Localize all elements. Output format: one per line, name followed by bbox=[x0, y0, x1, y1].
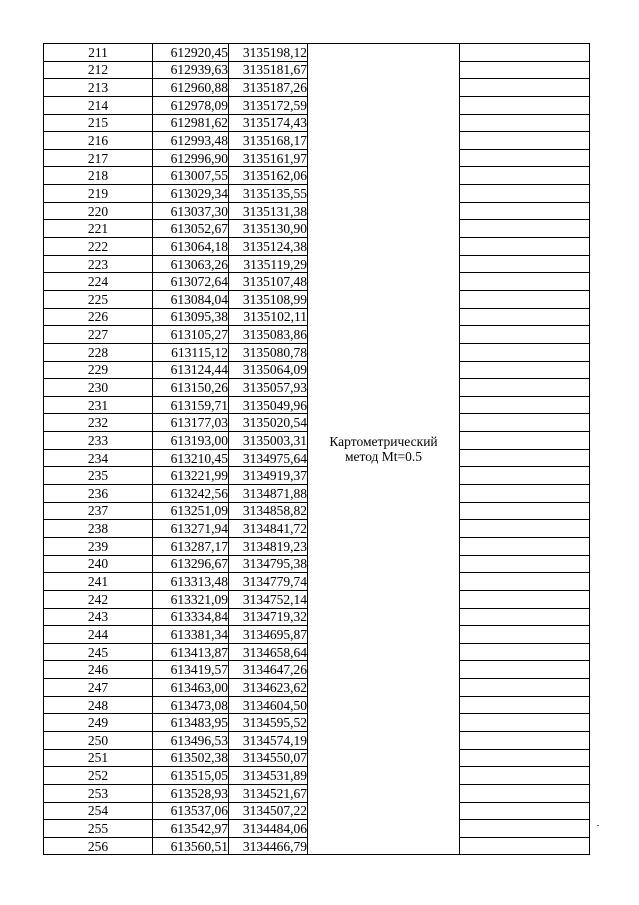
coordinate-y: 3135162,06 bbox=[229, 167, 308, 185]
point-number: 218 bbox=[44, 167, 153, 185]
coordinate-x: 613105,27 bbox=[153, 326, 229, 344]
coordinate-y: 3135080,78 bbox=[229, 343, 308, 361]
point-number: 229 bbox=[44, 361, 153, 379]
coordinate-x: 613528,93 bbox=[153, 784, 229, 802]
point-number: 237 bbox=[44, 502, 153, 520]
point-number: 225 bbox=[44, 290, 153, 308]
empty-cell bbox=[460, 608, 590, 626]
coordinate-x: 612996,90 bbox=[153, 149, 229, 167]
empty-cell bbox=[460, 220, 590, 238]
coordinate-y: 3134658,64 bbox=[229, 643, 308, 661]
coordinate-x: 613221,99 bbox=[153, 467, 229, 485]
coordinate-y: 3134819,23 bbox=[229, 537, 308, 555]
coordinate-x: 613159,71 bbox=[153, 396, 229, 414]
coordinate-y: 3134841,72 bbox=[229, 520, 308, 538]
empty-cell bbox=[460, 661, 590, 679]
empty-cell bbox=[460, 555, 590, 573]
coordinate-y: 3134871,88 bbox=[229, 485, 308, 503]
coordinate-x: 613271,94 bbox=[153, 520, 229, 538]
coordinate-y: 3134550,07 bbox=[229, 749, 308, 767]
empty-cell bbox=[460, 61, 590, 79]
coordinate-x: 613287,17 bbox=[153, 537, 229, 555]
point-number: 255 bbox=[44, 820, 153, 838]
empty-cell bbox=[460, 696, 590, 714]
coordinate-y: 3134779,74 bbox=[229, 573, 308, 591]
point-number: 236 bbox=[44, 485, 153, 503]
empty-cell bbox=[460, 714, 590, 732]
empty-cell bbox=[460, 167, 590, 185]
coordinate-y: 3134752,14 bbox=[229, 590, 308, 608]
empty-cell bbox=[460, 44, 590, 62]
empty-cell bbox=[460, 485, 590, 503]
empty-cell bbox=[460, 396, 590, 414]
point-number: 243 bbox=[44, 608, 153, 626]
empty-cell bbox=[460, 502, 590, 520]
coordinate-x: 613296,67 bbox=[153, 555, 229, 573]
point-number: 222 bbox=[44, 238, 153, 256]
empty-cell bbox=[460, 79, 590, 97]
coordinate-x: 613419,57 bbox=[153, 661, 229, 679]
point-number: 239 bbox=[44, 537, 153, 555]
point-number: 253 bbox=[44, 784, 153, 802]
empty-cell bbox=[460, 114, 590, 132]
point-number: 230 bbox=[44, 379, 153, 397]
coordinate-y: 3134521,67 bbox=[229, 784, 308, 802]
empty-cell bbox=[460, 467, 590, 485]
coordinate-x: 613334,84 bbox=[153, 608, 229, 626]
coordinate-x: 613473,08 bbox=[153, 696, 229, 714]
coordinates-table bbox=[43, 43, 590, 855]
empty-cell bbox=[460, 626, 590, 644]
point-number: 226 bbox=[44, 308, 153, 326]
coordinate-y: 3134466,79 bbox=[229, 837, 308, 855]
coordinate-y: 3134695,87 bbox=[229, 626, 308, 644]
coordinate-x: 613084,04 bbox=[153, 290, 229, 308]
coordinate-y: 3135107,48 bbox=[229, 273, 308, 291]
empty-cell bbox=[460, 379, 590, 397]
coordinate-y: 3135174,43 bbox=[229, 114, 308, 132]
point-number: 216 bbox=[44, 132, 153, 150]
coordinate-y: 3134858,82 bbox=[229, 502, 308, 520]
empty-cell bbox=[460, 432, 590, 450]
empty-cell bbox=[460, 749, 590, 767]
coordinate-y: 3135003,31 bbox=[229, 432, 308, 450]
point-number: 228 bbox=[44, 343, 153, 361]
coordinate-y: 3135168,17 bbox=[229, 132, 308, 150]
coordinate-y: 3135064,09 bbox=[229, 361, 308, 379]
point-number: 223 bbox=[44, 255, 153, 273]
coordinate-y: 3134919,37 bbox=[229, 467, 308, 485]
coordinate-y: 3135181,67 bbox=[229, 61, 308, 79]
empty-cell bbox=[460, 784, 590, 802]
method-cell bbox=[308, 44, 460, 855]
point-number: 234 bbox=[44, 449, 153, 467]
point-number: 232 bbox=[44, 414, 153, 432]
coordinate-y: 3134507,22 bbox=[229, 802, 308, 820]
coordinate-x: 613150,26 bbox=[153, 379, 229, 397]
point-number: 248 bbox=[44, 696, 153, 714]
point-number: 211 bbox=[44, 44, 153, 62]
empty-cell bbox=[460, 679, 590, 697]
point-number: 254 bbox=[44, 802, 153, 820]
point-number: 256 bbox=[44, 837, 153, 855]
coordinate-x: 613502,38 bbox=[153, 749, 229, 767]
empty-cell bbox=[460, 96, 590, 114]
empty-cell bbox=[460, 290, 590, 308]
coordinate-x: 612960,88 bbox=[153, 79, 229, 97]
coordinate-y: 3135124,38 bbox=[229, 238, 308, 256]
point-number: 235 bbox=[44, 467, 153, 485]
coordinate-x: 613242,56 bbox=[153, 485, 229, 503]
empty-cell bbox=[460, 449, 590, 467]
empty-cell bbox=[460, 573, 590, 591]
point-number: 245 bbox=[44, 643, 153, 661]
point-number: 251 bbox=[44, 749, 153, 767]
coordinate-y: 3134574,19 bbox=[229, 731, 308, 749]
point-number: 249 bbox=[44, 714, 153, 732]
coordinate-x: 613072,64 bbox=[153, 273, 229, 291]
coordinate-x: 613560,51 bbox=[153, 837, 229, 855]
scan-speck bbox=[597, 825, 599, 826]
coordinate-x: 612993,48 bbox=[153, 132, 229, 150]
point-number: 250 bbox=[44, 731, 153, 749]
empty-cell bbox=[460, 414, 590, 432]
coordinate-y: 3135187,26 bbox=[229, 79, 308, 97]
empty-cell bbox=[460, 326, 590, 344]
empty-cell bbox=[460, 132, 590, 150]
coordinate-x: 613496,53 bbox=[153, 731, 229, 749]
coordinate-x: 613115,12 bbox=[153, 343, 229, 361]
empty-cell bbox=[460, 802, 590, 820]
empty-cell bbox=[460, 590, 590, 608]
coordinate-x: 613251,09 bbox=[153, 502, 229, 520]
coordinate-y: 3135083,86 bbox=[229, 326, 308, 344]
point-number: 242 bbox=[44, 590, 153, 608]
point-number: 247 bbox=[44, 679, 153, 697]
empty-cell bbox=[460, 343, 590, 361]
empty-cell bbox=[460, 361, 590, 379]
coordinate-y: 3135131,38 bbox=[229, 202, 308, 220]
coordinate-x: 613542,97 bbox=[153, 820, 229, 838]
coordinate-x: 613313,48 bbox=[153, 573, 229, 591]
point-number: 221 bbox=[44, 220, 153, 238]
coordinate-x: 613007,55 bbox=[153, 167, 229, 185]
coordinate-x: 613052,67 bbox=[153, 220, 229, 238]
coordinate-x: 613063,26 bbox=[153, 255, 229, 273]
coordinate-x: 613483,95 bbox=[153, 714, 229, 732]
coordinate-y: 3135135,55 bbox=[229, 185, 308, 203]
point-number: 220 bbox=[44, 202, 153, 220]
empty-cell bbox=[460, 255, 590, 273]
coordinate-x: 613029,34 bbox=[153, 185, 229, 203]
point-number: 219 bbox=[44, 185, 153, 203]
coordinate-x: 613037,30 bbox=[153, 202, 229, 220]
point-number: 214 bbox=[44, 96, 153, 114]
point-number: 231 bbox=[44, 396, 153, 414]
coordinate-x: 613515,05 bbox=[153, 767, 229, 785]
empty-cell bbox=[460, 820, 590, 838]
coordinate-y: 3134975,64 bbox=[229, 449, 308, 467]
empty-cell bbox=[460, 308, 590, 326]
table-row bbox=[44, 44, 590, 62]
empty-cell bbox=[460, 537, 590, 555]
coordinates-table-body bbox=[44, 44, 590, 855]
point-number: 213 bbox=[44, 79, 153, 97]
empty-cell bbox=[460, 731, 590, 749]
point-number: 238 bbox=[44, 520, 153, 538]
coordinate-y: 3134604,50 bbox=[229, 696, 308, 714]
coordinate-x: 613095,38 bbox=[153, 308, 229, 326]
empty-cell bbox=[460, 837, 590, 855]
point-number: 224 bbox=[44, 273, 153, 291]
coordinate-x: 613064,18 bbox=[153, 238, 229, 256]
coordinate-x: 612978,09 bbox=[153, 96, 229, 114]
coordinate-y: 3135172,59 bbox=[229, 96, 308, 114]
point-number: 215 bbox=[44, 114, 153, 132]
coordinate-y: 3134795,38 bbox=[229, 555, 308, 573]
point-number: 240 bbox=[44, 555, 153, 573]
point-number: 246 bbox=[44, 661, 153, 679]
point-number: 241 bbox=[44, 573, 153, 591]
coordinate-y: 3135198,12 bbox=[229, 44, 308, 62]
coordinate-y: 3135161,97 bbox=[229, 149, 308, 167]
empty-cell bbox=[460, 643, 590, 661]
coordinate-y: 3135020,54 bbox=[229, 414, 308, 432]
coordinate-x: 613177,03 bbox=[153, 414, 229, 432]
coordinate-y: 3134623,62 bbox=[229, 679, 308, 697]
empty-cell bbox=[460, 202, 590, 220]
coordinate-y: 3135049,96 bbox=[229, 396, 308, 414]
coordinate-y: 3134484,06 bbox=[229, 820, 308, 838]
empty-cell bbox=[460, 520, 590, 538]
empty-cell bbox=[460, 767, 590, 785]
point-number: 244 bbox=[44, 626, 153, 644]
coordinate-y: 3135130,90 bbox=[229, 220, 308, 238]
empty-cell bbox=[460, 238, 590, 256]
coordinate-x: 612981,62 bbox=[153, 114, 229, 132]
coordinate-x: 613124,44 bbox=[153, 361, 229, 379]
coordinate-x: 613321,09 bbox=[153, 590, 229, 608]
coordinate-x: 613210,45 bbox=[153, 449, 229, 467]
point-number: 252 bbox=[44, 767, 153, 785]
coordinate-y: 3135102,11 bbox=[229, 308, 308, 326]
coordinate-x: 613413,87 bbox=[153, 643, 229, 661]
method-label-line1: Картометрический bbox=[329, 434, 438, 450]
coordinate-y: 3134531,89 bbox=[229, 767, 308, 785]
point-number: 212 bbox=[44, 61, 153, 79]
coordinate-x: 613381,34 bbox=[153, 626, 229, 644]
coordinate-x: 612920,45 bbox=[153, 44, 229, 62]
coordinate-x: 612939,63 bbox=[153, 61, 229, 79]
coordinate-y: 3134595,52 bbox=[229, 714, 308, 732]
point-number: 233 bbox=[44, 432, 153, 450]
coordinate-y: 3135108,99 bbox=[229, 290, 308, 308]
empty-cell bbox=[460, 185, 590, 203]
coordinate-y: 3135119,29 bbox=[229, 255, 308, 273]
empty-cell bbox=[460, 273, 590, 291]
coordinate-x: 613463,00 bbox=[153, 679, 229, 697]
coordinate-y: 3135057,93 bbox=[229, 379, 308, 397]
coordinate-y: 3134719,32 bbox=[229, 608, 308, 626]
coordinate-x: 613193,00 bbox=[153, 432, 229, 450]
method-label-line2: метод Mt=0.5 bbox=[344, 449, 423, 465]
empty-cell bbox=[460, 149, 590, 167]
point-number: 227 bbox=[44, 326, 153, 344]
coordinate-x: 613537,06 bbox=[153, 802, 229, 820]
coordinate-y: 3134647,26 bbox=[229, 661, 308, 679]
point-number: 217 bbox=[44, 149, 153, 167]
